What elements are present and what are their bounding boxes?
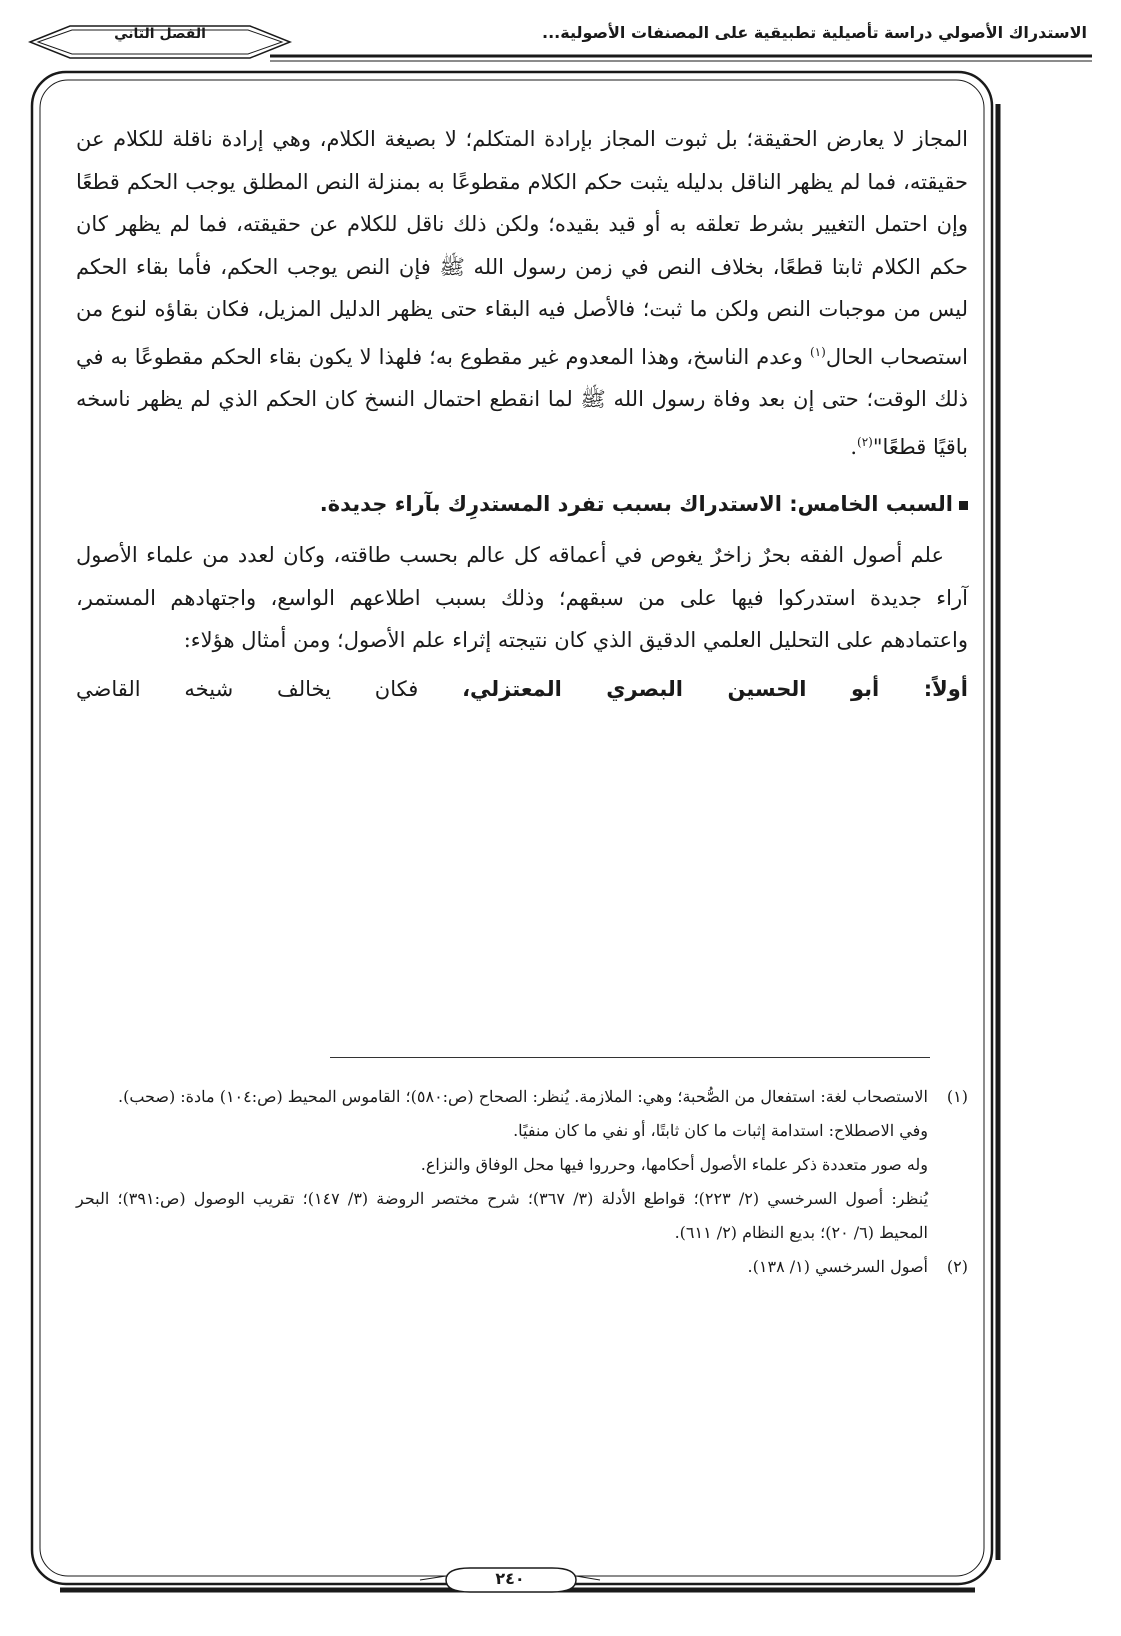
page-number: ٢٤٠ bbox=[495, 1569, 525, 1588]
footnote-ref-2: (٢) bbox=[857, 434, 873, 449]
section-heading-text: السبب الخامس: الاستدراك بسبب تفرد المستدرِك بآراء جديدة. bbox=[319, 492, 953, 516]
paragraph-1 bbox=[76, 118, 968, 468]
footnotes bbox=[76, 1080, 968, 1284]
paragraph-1-continuation: وعدم الناسخ، وهذا المعدوم غير مقطوع به؛ فلهذا لا يكون بقاء الحكم مقطوعًا به في ذلك الوقت؛ حتى إن بعد وفاة رسول الله ﷺ لما انقطع احتمال النسخ كان الحكم الذي لم يظهر ناسخه باقيًا قطعًا" bbox=[76, 344, 968, 459]
footnote-number: (٢) bbox=[946, 1257, 968, 1276]
section-heading bbox=[76, 484, 968, 524]
footnote-text: يُنظر: أصول السرخسي (٢/ ٢٢٣)؛ قواطع الأدلة (٣/ ٣٦٧)؛ شرح مختصر الروضة (٣/ ١٤٧)؛ تقريب الوصول (ص:٣٩١)؛ البحر المحيط (٦/ ٢٠)؛ بديع النظام (٢/ ٦١١). bbox=[76, 1189, 929, 1242]
footnote-text: الاستصحاب لغة: استفعال من الصُّحبة؛ وهي: الملازمة. يُنظر: الصحاح (ص:٥٨٠)؛ القاموس المحيط (ص:١٠٤) مادة: (صحب). bbox=[118, 1087, 928, 1106]
paragraph-1-text: المجاز لا يعارض الحقيقة؛ بل ثبوت المجاز بإرادة المتكلم؛ لا بصيغة الكلام، وهي إرادة ناقلة للكلام عن حقيقته، فما لم يظهر الناقل بدليله يثبت حكم الكلام مقطوعًا به بمنزلة النص المطلق يوجب الحكم قطعًا وإن احتمل التغيير بشرط تعلقه به أو قيد بقيده؛ ولكن ذلك ناقل للكلام عن حقيقته، فما لم يظهر كان حكم الكلام ثابتا قطعًا، بخلاف النص في زمن رسول الله ﷺ فإن النص يوجب الحكم، فأما بقاء الحكم ليس من موجبات النص ولكن ما ثبت؛ فالأصل فيه البقاء حتى يظهر الدليل المزيل، فكان بقاؤه لنوع من استصحاب الحال bbox=[76, 127, 969, 369]
paragraph-1-end: . bbox=[850, 434, 858, 459]
footnote-number: (١) bbox=[946, 1087, 968, 1106]
running-header-title: الاستدراك الأصولي دراسة تأصيلية تطبيقية على المصنفات الأصولية... bbox=[542, 23, 1087, 42]
footnote-2 bbox=[76, 1250, 968, 1284]
main-text bbox=[76, 118, 968, 710]
item-1-label: أولاً: أبو الحسين البصري المعتزلي، bbox=[462, 676, 968, 701]
footnote-separator bbox=[330, 1057, 930, 1058]
footnote-1-line-3 bbox=[76, 1148, 968, 1182]
footnote-text: وله صور متعددة ذكر علماء الأصول أحكامها، وحرروا فيها محل الوفاق والنزاع. bbox=[420, 1155, 928, 1174]
footnote-1-line-2 bbox=[76, 1114, 968, 1148]
footnote-text: وفي الاصطلاح: استدامة إثبات ما كان ثابتًا، أو نفي ما كان منفيًا. bbox=[513, 1121, 928, 1140]
footnote-ref-1: (١) bbox=[809, 344, 826, 359]
item-1-text: فكان يخالف شيخه القاضي bbox=[76, 676, 463, 701]
item-1 bbox=[76, 668, 968, 710]
footnote-1-line-4 bbox=[76, 1182, 968, 1250]
paragraph-2: علم أصول الفقه بحرٌ زاخرٌ يغوص في أعماقه كل عالم بحسب طاقته، وكان لعدد من علماء الأصول آراء جديدة استدركوا فيها على من سبقهم؛ وذلك بسبب اطلاعهم الواسع، واجتهادهم المستمر، واعتمادهم على التحليل العلمي الدقيق الذي كان نتيجته إثراء علم الأصول؛ ومن أمثال هؤلاء: bbox=[76, 543, 968, 652]
footnote-1 bbox=[76, 1080, 968, 1114]
bullet-square-icon bbox=[959, 501, 968, 510]
chapter-tab-label: الفصل الثاني bbox=[114, 26, 206, 42]
footnote-text: أصول السرخسي (١/ ١٣٨). bbox=[747, 1257, 928, 1276]
